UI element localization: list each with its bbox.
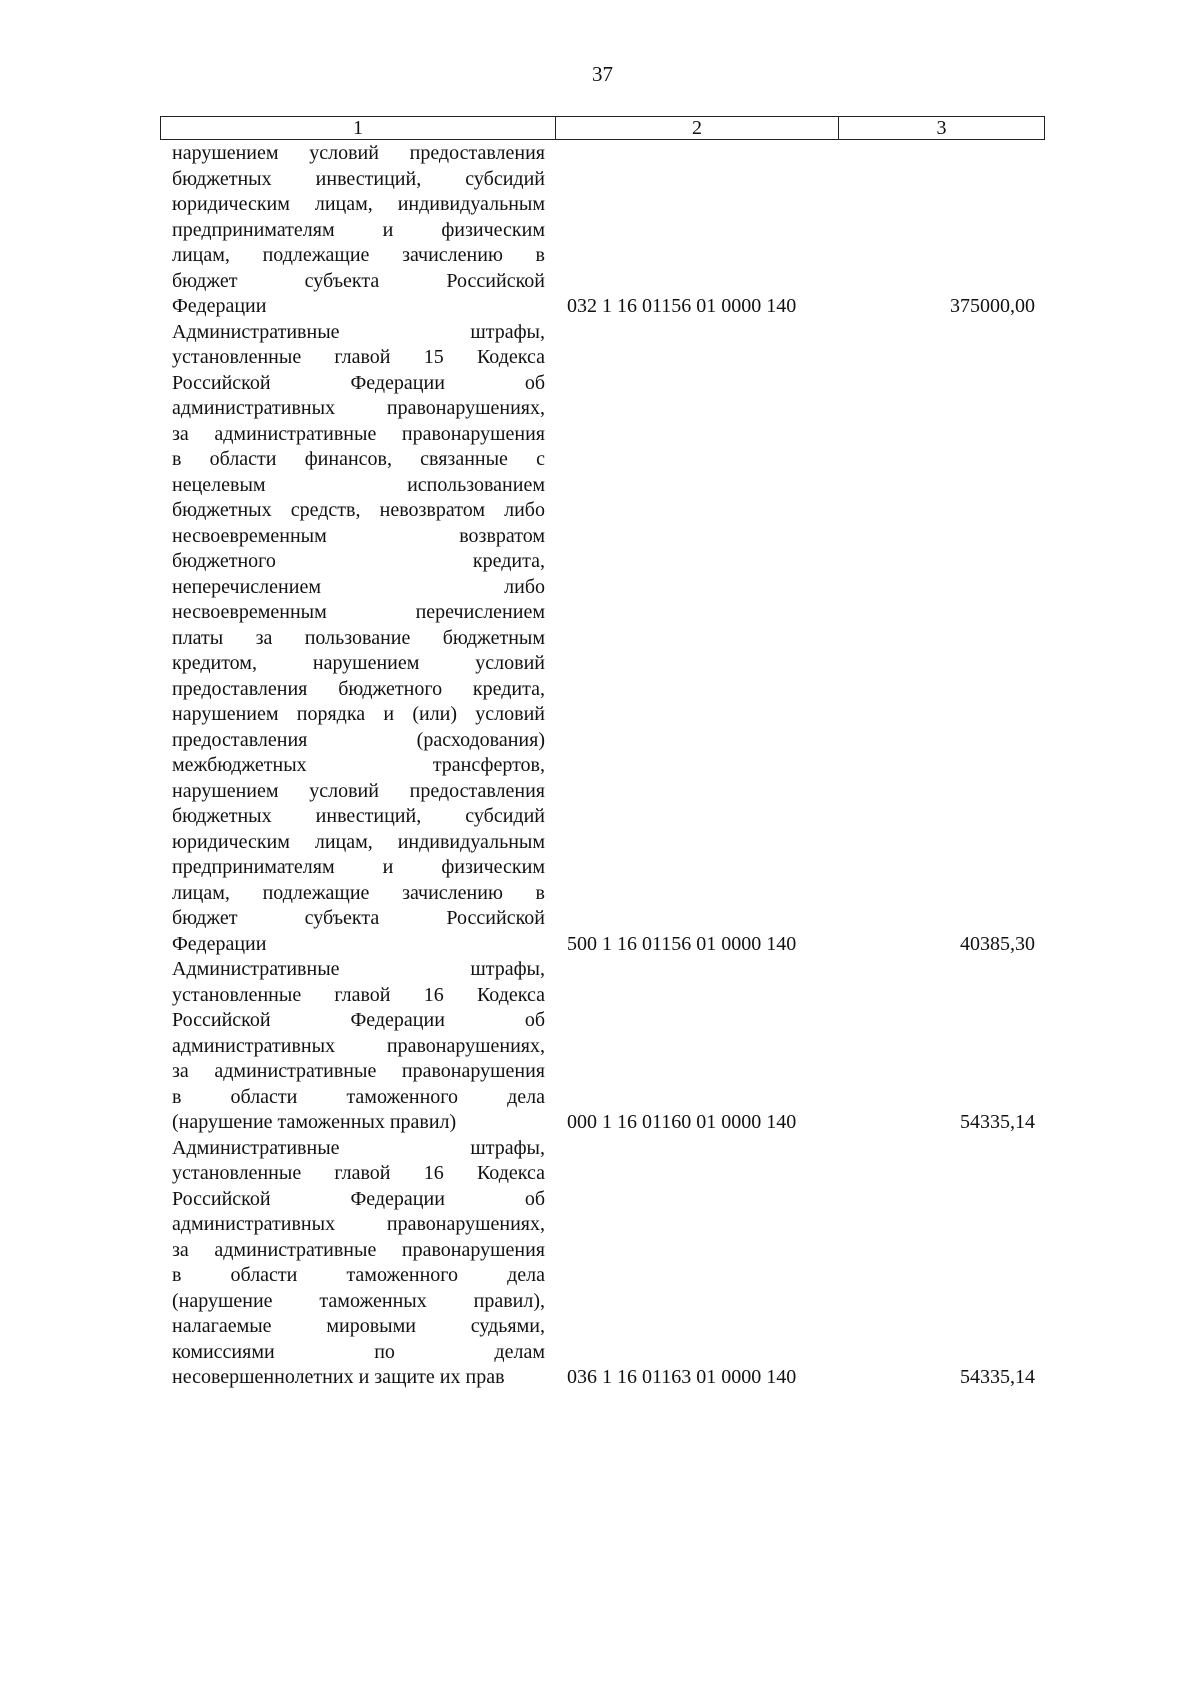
description-line: Российской Федерации об	[172, 1187, 545, 1210]
table-row	[0, 957, 1200, 1136]
description-line: в области таможенного дела	[172, 1264, 545, 1286]
description-line: установленные главой 15 Кодекса	[172, 346, 545, 368]
description-line: установленные главой 16 Кодекса	[172, 983, 545, 1006]
description-line: за административные правонарушения	[172, 1238, 545, 1261]
description-line: бюджетных средств, невозвратом либо	[172, 499, 545, 521]
description-line: за административные правонарушения	[172, 1060, 545, 1082]
description-line: предоставления (расходования)	[172, 728, 545, 751]
description-line: административных правонарушениях,	[172, 397, 545, 419]
column-header-2: 2	[556, 117, 839, 139]
description-line: несвоевременным возвратом	[172, 524, 545, 547]
description-line: (нарушение таможенных правил),	[172, 1289, 545, 1312]
description-line: нарушением условий предоставления	[172, 779, 545, 802]
description-line: административных правонарушениях,	[172, 1034, 545, 1057]
budget-code: 036 1 16 01163 01 0000 140	[567, 1366, 797, 1388]
description-line: бюджетных инвестиций, субсидий	[172, 805, 545, 827]
table-row	[0, 320, 1200, 958]
description-line: бюджетного кредита,	[172, 550, 545, 572]
table-body	[0, 141, 1200, 1391]
description-line: бюджетных инвестиций, субсидий	[172, 167, 545, 190]
description-line: кредитом, нарушением условий	[172, 652, 545, 674]
description-line: несвоевременным перечислением	[172, 601, 545, 623]
description-line: Административные штрафы,	[172, 958, 545, 980]
column-header-1: 1	[161, 117, 556, 139]
description-line: несовершеннолетних и защите их прав	[172, 1366, 505, 1388]
description-line: нарушением порядка и (или) условий	[172, 703, 545, 725]
description-line: комиссиями по делам	[172, 1340, 545, 1363]
description-line: бюджет субъекта Российской	[172, 269, 545, 292]
amount: 54335,14	[960, 1111, 1035, 1133]
description-line: нарушением условий предоставления	[172, 142, 545, 164]
budget-code: 000 1 16 01160 01 0000 140	[567, 1111, 797, 1133]
description-line: (нарушение таможенных правил)	[172, 1111, 457, 1133]
description-line: бюджет субъекта Российской	[172, 907, 545, 929]
description-line: платы за пользование бюджетным	[172, 626, 545, 649]
description-line: за административные правонарушения	[172, 422, 545, 445]
column-header-3: 3	[936, 117, 947, 139]
description-line: установленные главой 16 Кодекса	[172, 1162, 545, 1184]
description-line: в области финансов, связанные с	[172, 448, 545, 470]
description-line: Федерации	[172, 295, 267, 317]
description-line: налагаемые мировыми судьями,	[172, 1315, 545, 1337]
description-line: предоставления бюджетного кредита,	[172, 677, 545, 700]
table-row	[0, 1136, 1200, 1391]
description-line: Российской Федерации об	[172, 371, 545, 394]
budget-code: 500 1 16 01156 01 0000 140	[567, 932, 797, 955]
description-line: лицам, подлежащие зачислению в	[172, 244, 545, 266]
table-row	[0, 141, 1200, 320]
page-number: 37	[592, 62, 613, 86]
description-line: Российской Федерации об	[172, 1009, 545, 1031]
description-line: юридическим лицам, индивидуальным	[172, 193, 545, 215]
table-header	[160, 116, 1045, 140]
description-line: межбюджетных трансфертов,	[172, 754, 545, 776]
description-line: административных правонарушениях,	[172, 1213, 545, 1235]
amount: 40385,30	[960, 932, 1035, 955]
amount: 375000,00	[950, 295, 1035, 317]
description-line: предпринимателям и физическим	[172, 218, 545, 241]
description-line: Федерации	[172, 932, 267, 955]
description-line: лицам, подлежащие зачислению в	[172, 881, 545, 904]
description-line: Административные штрафы,	[172, 1136, 545, 1159]
description-line: нецелевым использованием	[172, 473, 545, 496]
amount: 54335,14	[960, 1366, 1035, 1388]
description-line: Административные штрафы,	[172, 320, 545, 343]
description-line: предпринимателям и физическим	[172, 856, 545, 878]
description-line: в области таможенного дела	[172, 1085, 545, 1108]
budget-code: 032 1 16 01156 01 0000 140	[567, 295, 797, 317]
description-line: юридическим лицам, индивидуальным	[172, 830, 545, 853]
description-line: неперечислением либо	[172, 575, 545, 598]
